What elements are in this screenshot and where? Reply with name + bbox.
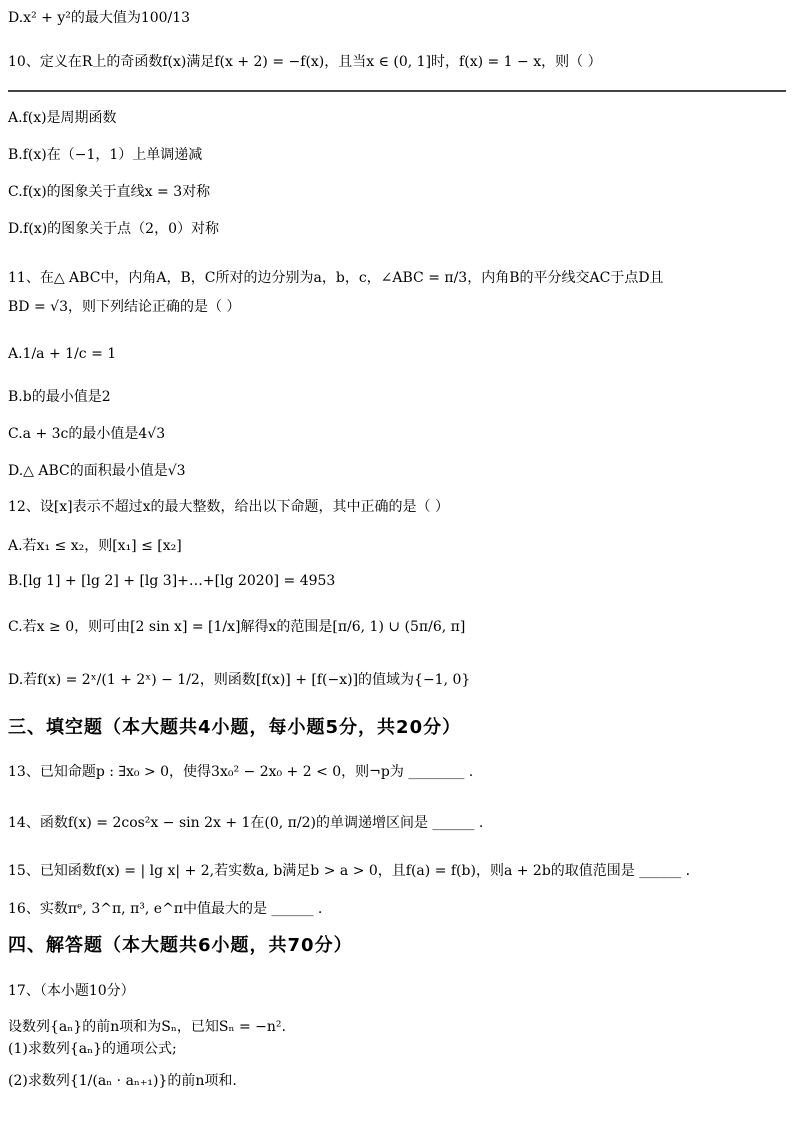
q12-option-a: A.若x₁ ≤ x₂，则[x₁] ≤ [x₂] [8,538,182,554]
q10-option-b: B.f(x)在（−1，1）上单调递减 [8,147,203,163]
divider-rule [8,90,786,92]
q10-option-c: C.f(x)的图象关于直线x = 3对称 [8,184,211,200]
q13: 13、已知命题p : ∃x₀ > 0，使得3x₀² − 2x₀ + 2 < 0，则¬p为 ________ . [8,764,474,780]
q17-stem: 设数列{aₙ}的前n项和为Sₙ，已知Sₙ = −n². [8,1019,286,1035]
q12-option-d: D.若f(x) = 2ˣ/(1 + 2ˣ) − 1/2，则函数[f(x)] + [f(−x)]的值域为{−1, 0} [8,672,471,688]
section-four-heading: 四、解答题（本大题共6小题，共70分） [8,935,353,956]
q11-option-d: D.△ ABC的面积最小值是√3 [8,463,186,479]
q11-option-a: A.1/a + 1/c = 1 [8,346,117,362]
q17-title: 17、（本小题10分） [8,983,135,999]
q10-stem: 10、定义在R上的奇函数f(x)满足f(x + 2) = −f(x)，且当x ∈ (0, 1]时，f(x) = 1 − x，则（ ） [8,54,602,70]
q17-part1: (1)求数列{aₙ}的通项公式; [8,1041,177,1057]
section-three-heading: 三、填空题（本大题共4小题，每小题5分，共20分） [8,717,462,738]
q14: 14、函数f(x) = 2cos²x − sin 2x + 1在(0, π/2)的单调递增区间是 ______ . [8,815,484,831]
q17-part2: (2)求数列{1/(aₙ · aₙ₊₁)}的前n项和. [8,1073,237,1089]
q11-stem-1: 11、在△ ABC中，内角A，B，C所对的边分别为a，b，c，∠ABC = π/3，内角B的平分线交AC于点D且 [8,270,664,286]
q11-option-b: B.b的最小值是2 [8,389,111,405]
q12-option-b: B.[lg 1] + [lg 2] + [lg 3]+…+[lg 2020] = 4953 [8,573,336,589]
q12-option-c: C.若x ≥ 0，则可由[2 sin x] = [1/x]解得x的范围是[π/6, 1) ∪ (5π/6, π] [8,619,466,635]
q9-option-d: D.x² + y²的最大值为100/13 [8,10,191,26]
q11-option-c: C.a + 3c的最小值是4√3 [8,426,166,442]
q11-stem-2: BD = √3，则下列结论正确的是（ ） [8,299,241,315]
q10-option-a: A.f(x)是周期函数 [8,110,117,126]
q15: 15、已知函数f(x) = | lg x| + 2,若实数a, b满足b > a > 0，且f(a) = f(b)，则a + 2b的取值范围是 ______ . [8,863,691,879]
q16: 16、实数πᵉ, 3^π, π³, e^π中值最大的是 ______ . [8,901,323,917]
q12-stem: 12、设[x]表示不超过x的最大整数，给出以下命题，其中正确的是（ ） [8,499,449,515]
q10-option-d: D.f(x)的图象关于点（2，0）对称 [8,221,219,237]
